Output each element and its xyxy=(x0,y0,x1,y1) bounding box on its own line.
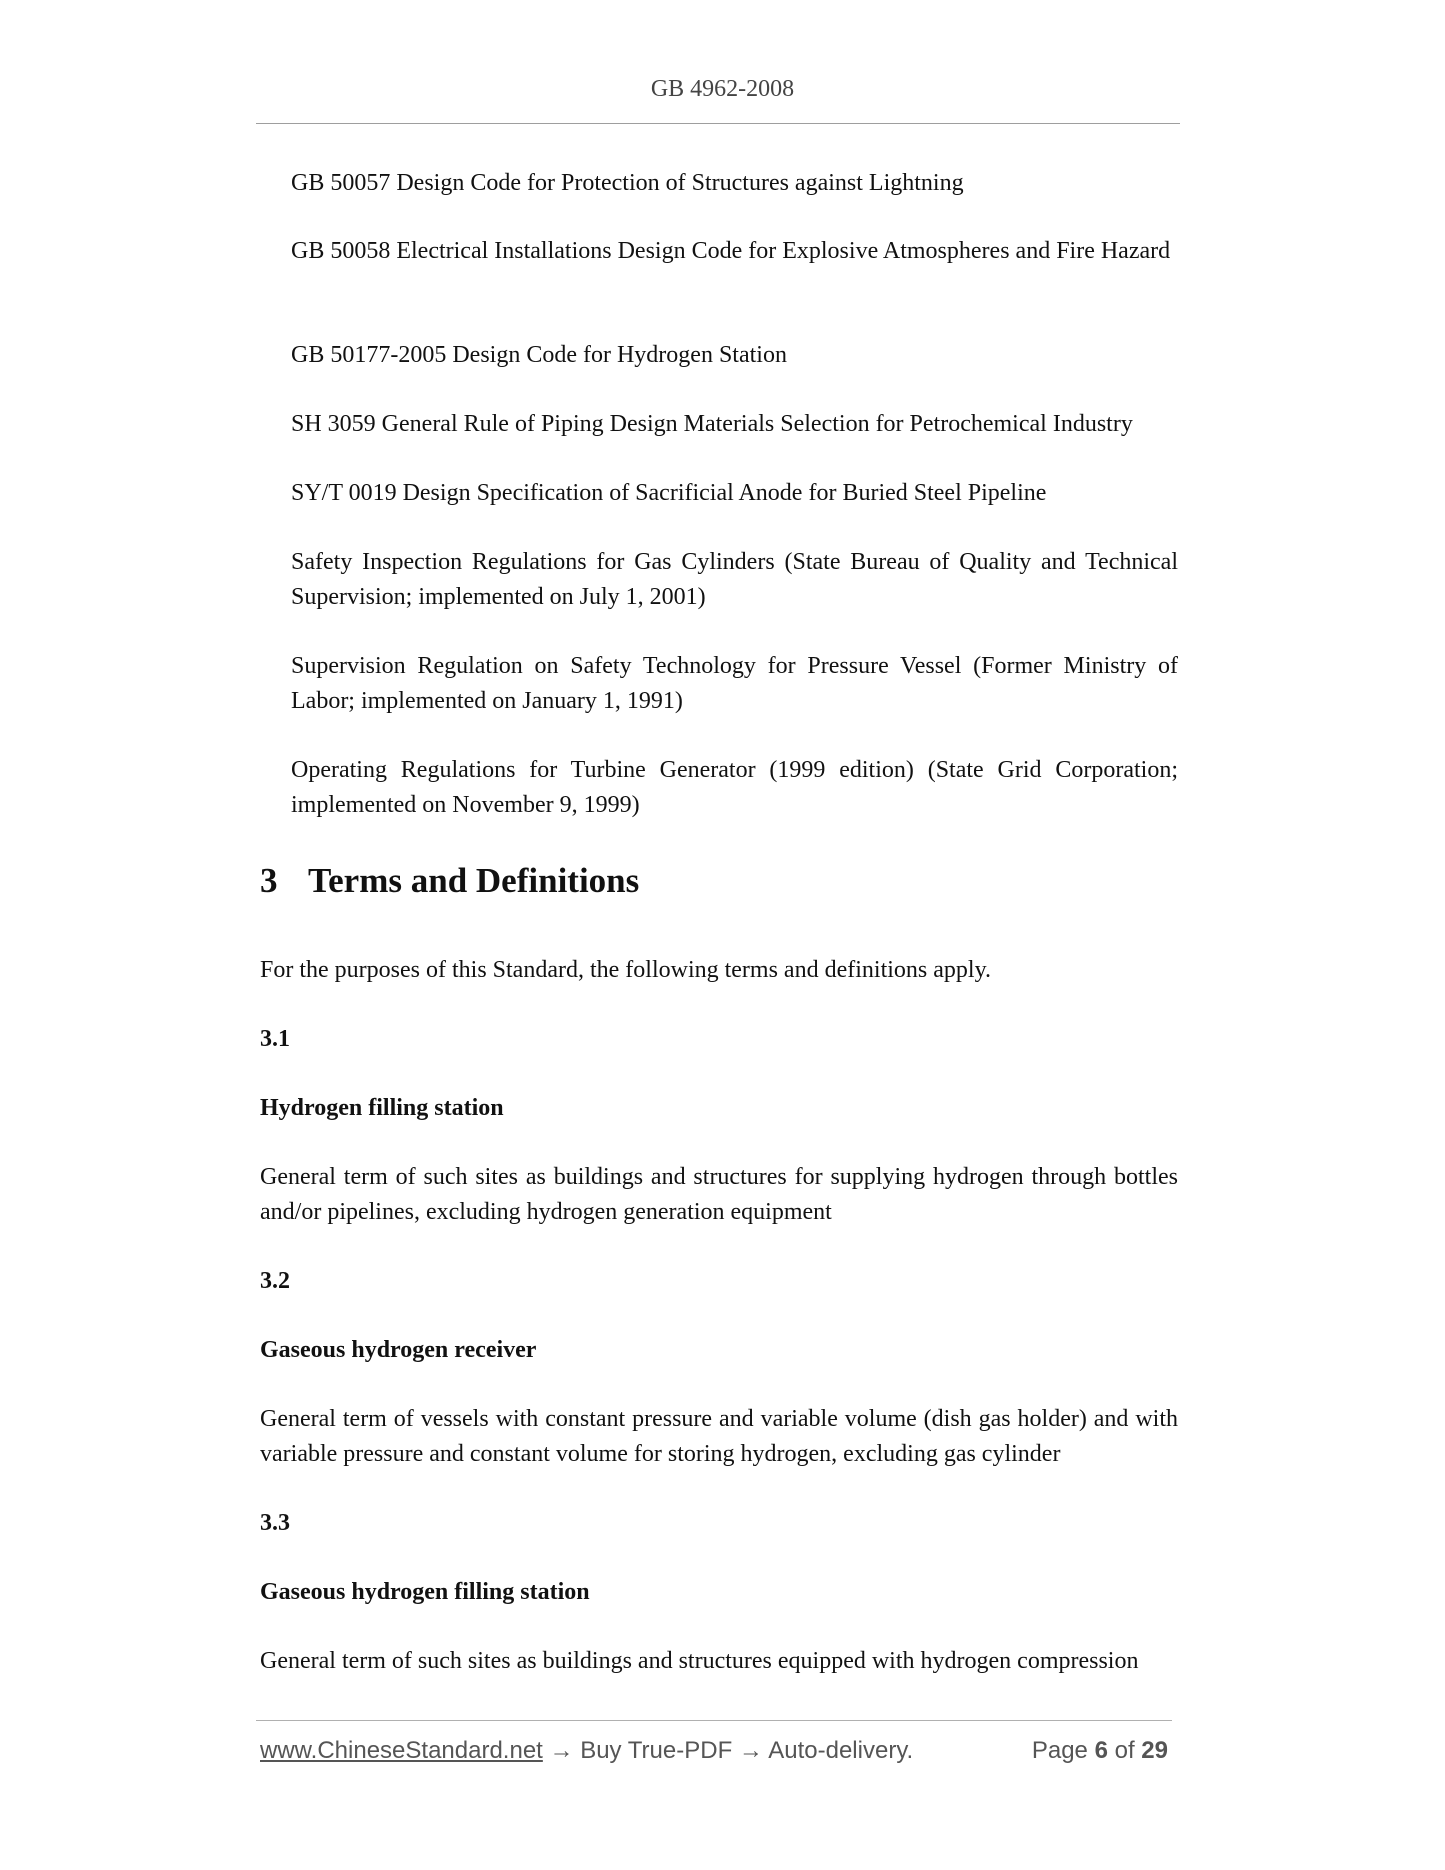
arrow-right-icon: → xyxy=(549,1737,574,1764)
term-number: 3.3 xyxy=(260,1510,290,1536)
reference-item: GB 50177-2005 Design Code for Hydrogen Station xyxy=(291,342,787,368)
section-number: 3 xyxy=(260,861,278,900)
section-title: Terms and Definitions xyxy=(308,861,640,900)
reference-item: Supervision Regulation on Safety Technology for Pressure Vessel (Former Ministry of Labor; implemented on January 1, 1991) xyxy=(291,653,1178,714)
current-page-number: 6 xyxy=(1094,1737,1108,1764)
page-header-title: GB 4962-2008 xyxy=(650,76,795,102)
footer-divider xyxy=(256,1720,1172,1721)
term-definition: General term of such sites as buildings and structures for supplying hydrogen through bottles and/or pipelines, excluding hydrogen generation equipment xyxy=(260,1164,1178,1225)
delivery-text: Auto-delivery. xyxy=(768,1737,914,1764)
term-name: Gaseous hydrogen receiver xyxy=(260,1337,537,1363)
page-indicator xyxy=(1032,1737,1168,1765)
reference-item: Safety Inspection Regulations for Gas Cylinders (State Bureau of Quality and Technical Supervision; implemented on July 1, 2001) xyxy=(291,549,1178,610)
section-heading xyxy=(260,857,639,905)
reference-item: GB 50057 Design Code for Protection of Structures against Lightning xyxy=(291,170,964,196)
page-footer xyxy=(0,1737,1445,1773)
website-link[interactable]: www.ChineseStandard.net xyxy=(260,1737,543,1764)
reference-item: SY/T 0019 Design Specification of Sacrificial Anode for Buried Steel Pipeline xyxy=(291,480,1047,506)
arrow-right-icon: → xyxy=(738,1737,763,1764)
header-divider xyxy=(256,123,1180,124)
term-number: 3.2 xyxy=(260,1268,290,1294)
section-intro: For the purposes of this Standard, the following terms and definitions apply. xyxy=(260,957,992,983)
reference-item: Operating Regulations for Turbine Generator (1999 edition) (State Grid Corporation; implemented on November 9, 1999) xyxy=(291,757,1178,818)
page-label: Page xyxy=(1031,1737,1088,1764)
reference-item: GB 50058 Electrical Installations Design Code for Explosive Atmospheres and Fire Hazard xyxy=(291,238,1171,264)
term-name: Gaseous hydrogen filling station xyxy=(260,1579,590,1605)
total-page-count: 29 xyxy=(1141,1737,1168,1764)
term-number: 3.1 xyxy=(260,1026,290,1052)
term-definition: General term of vessels with constant pressure and variable volume (dish gas holder) and with variable pressure and constant volume for storing hydrogen, excluding gas cylinder xyxy=(260,1406,1178,1467)
page-of-label: of xyxy=(1114,1737,1135,1764)
term-name: Hydrogen filling station xyxy=(260,1095,504,1121)
term-definition: General term of such sites as buildings and structures equipped with hydrogen compression xyxy=(260,1648,1139,1674)
reference-item: SH 3059 General Rule of Piping Design Materials Selection for Petrochemical Industry xyxy=(291,411,1133,437)
footer-promo xyxy=(260,1737,913,1765)
buy-pdf-text: Buy True-PDF xyxy=(580,1737,733,1764)
